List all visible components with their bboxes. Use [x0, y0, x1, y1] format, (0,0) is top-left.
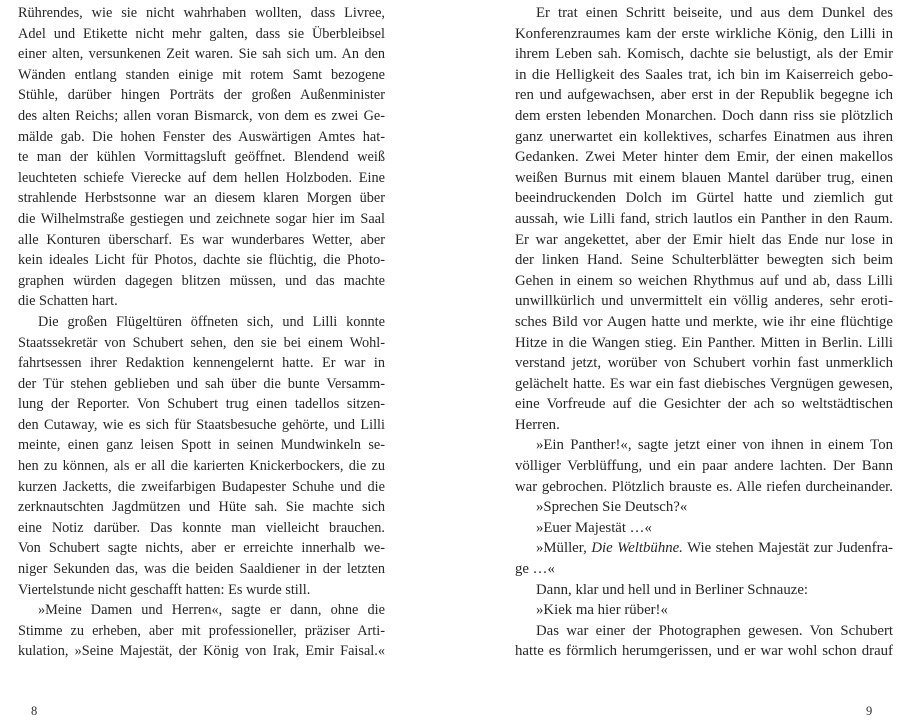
text-line: gelächelt hatte. Es war ein fast diebisches Vergnügen gewesen, — [515, 375, 893, 392]
page-number-right: 9 — [866, 704, 873, 718]
text-line: ren und aufgewachsen, aber erst in der Republik begegne ich — [515, 87, 893, 104]
text-line: hen zu können, als er all die karierten Knickerbockers, die zu — [18, 458, 385, 475]
text-line: der linken Hand. Seine Schulterblätter bewegten sich beim — [515, 252, 893, 269]
text-line: meinte, einen ganz leisen Spott in seinen Mundwinkeln se- — [18, 437, 385, 454]
text-line: hatte es förmlich herumgerissen, und er war wohl schon drauf — [515, 643, 893, 660]
right-page-text-block — [515, 3, 893, 662]
text-line: Stimme zu erheben, aber mit professioneller, präziser Arti- — [18, 622, 385, 639]
text-line: den Cutaway, wie es sich für Staatsbesuche gehörte, und Lilli — [18, 416, 385, 433]
text-line: die Wilhelmstraße gestiegen und zeichnete sogar hier im Saal — [18, 210, 385, 227]
text-line: »Euer Majestät …« — [536, 519, 652, 536]
text-line: dem ersten lebenden Monarchen. Doch dann riss sie plötzlich — [515, 107, 893, 124]
text-line: war gebrochen. Plötzlich brauste es. Alle riefen durcheinander. — [515, 478, 893, 495]
text-line: »Ein Panther!«, sagte jetzt einer von ihnen in einem Ton — [536, 437, 893, 454]
left-page-text-block — [18, 3, 385, 662]
text-line: Die großen Flügeltüren öffneten sich, und Lilli konnte — [38, 313, 385, 330]
text-line: Stühle, darüber hingen Porträts der großen Außenminister — [18, 87, 385, 104]
text-line: eine Vorfreude auf die Gesichter der ach so weltstädtischen — [515, 396, 893, 413]
text-line: ge …« — [515, 561, 555, 578]
text-line: kulation, »Seine Majestät, der König von Irak, Emir Faisal.« — [18, 643, 385, 660]
text-line: sches Bild vor Augen hatte und merkte, wie ihr eine flüchtige — [515, 313, 893, 330]
text-line: ganz unerwartet ein kollektives, scharfes Einatmen aus ihren — [515, 128, 893, 145]
text-line: Gehen in einem so weichen Rhythmus auf und ab, dass Lilli — [515, 272, 893, 289]
text-line: eine Notiz darüber. Das konnte man vielleicht brauchen. — [18, 519, 385, 536]
text-line: mälde gab. Die hohen Fenster des Auswärtigen Amtes hat- — [18, 128, 385, 145]
text-line: Rührendes, wie sie nicht wahrhaben wollten, dass Livree, — [18, 5, 385, 21]
text-line: te man der kühlen Vormittagsluft geöffnet. Blendend weiß — [18, 149, 385, 166]
text-line: niger Sekunden das, was die beiden Saaldiener in der letzten — [18, 561, 385, 578]
text-line: »Kiek ma hier rüber!« — [536, 602, 668, 619]
text-line: Staatssekretär von Schubert sehen, den sie bei einem Wohl- — [18, 334, 385, 351]
text-line: Hitze in die Wangen stieg. Ein Panther. Mitten in Berlin. Lilli — [515, 334, 893, 351]
text-line: verstand jetzt, worüber von Schubert vorhin fast unmerklich — [515, 355, 893, 372]
text-line: zerknautschten Jagdmützen und Hüte sah. Sie machte sich — [18, 499, 385, 516]
text-line: Das war einer der Photographen gewesen. Von Schubert — [536, 622, 893, 639]
text-line: einer alten, versunkenen Zeit waren. Sie sah sich um. An den — [18, 46, 385, 63]
text-line: Herren. — [515, 416, 560, 433]
text-line: Er trat einen Schritt beiseite, und aus dem Dunkel des — [536, 5, 893, 21]
text-line: in die Helligkeit des Saales trat, ich bin im Kaiserreich gebo- — [515, 66, 893, 83]
text-line: der Tür stehen geblieben und sah über die bunte Versamm- — [18, 375, 385, 392]
text-line: Gedanken. Zwei Meter hinter dem Emir, der einen makellos — [515, 149, 893, 166]
text-line: Dann, klar und hell und in Berliner Schnauze: — [536, 581, 809, 598]
text-line: ihrem Leben sah. Komisch, dachte sie belustigt, als der Emir — [515, 46, 893, 63]
text-line: graphen würden dagegen blitzen müssen, und das machte — [18, 272, 385, 289]
text-line: des alten Reichs; allen voran Bismarck, von dem es zwei Ge- — [18, 107, 385, 124]
text-line: aussah, wie Lilli fand, strich lautlos ein Panther in den Raum. — [515, 210, 893, 227]
text-line — [515, 538, 893, 559]
text-line: weißen Burnus mit einem blauen Mantel darüber trug, einen — [515, 169, 893, 186]
text-line: unwillkürlich und unvermittelt ein völlig anderes, sehr eroti- — [515, 293, 893, 310]
text-line: »Meine Damen und Herren«, sagte er dann, ohne die — [38, 602, 385, 619]
text-line: Er war angekettet, aber der Emir hielt das Ende nur lose in — [515, 231, 893, 248]
text-line: alle Konturen überscharf. Es war wunderbares Wetter, aber — [18, 231, 385, 248]
periodical-title-italic: Die Weltbühne. — [591, 540, 683, 557]
text-line: Von Schubert sagte nichts, aber er erreichte innerhalb we- — [18, 540, 385, 557]
text-line: »Sprechen Sie Deutsch?« — [536, 499, 688, 516]
text-line: kein ideales Licht für Photos, dachte sie flüchtig, die Photo- — [18, 252, 385, 269]
text-line: Adel und Etikette nicht mehr galten, dass sie Überbleibsel — [18, 25, 385, 42]
text-line: leuchteten schiefe Vierecke auf dem hellen Holzboden. Eine — [18, 169, 385, 186]
text-line: strahlende Herbstsonne war an diesem klaren Morgen über — [18, 190, 385, 207]
text-segment: Wie stehen Majestät zur Judenfra- — [682, 540, 893, 557]
text-line: Viertelstunde nicht geschafft hatten: Es wurde still. — [18, 581, 311, 598]
text-segment: »Müller, — [536, 540, 592, 557]
text-line: lung der Reporter. Von Schubert trug einen tadellos sitzen- — [18, 396, 385, 413]
text-line: Wänden entlang standen einige mit rotem Samt bezogene — [18, 66, 385, 83]
text-line: fahrtsessen ihrer Redaktion kennengelernt hatte. Er war in — [18, 355, 385, 372]
text-line: Konferenzraumes kam der erste wirkliche König, den Lilli in — [515, 25, 893, 42]
page-number-left: 8 — [31, 704, 38, 718]
text-line: beeindruckenden Dolch im Gürtel hatte und ziemlich gut — [515, 190, 893, 207]
text-line: die Schatten hart. — [18, 293, 118, 310]
text-line: völliger Verblüffung, und ein paar andere lachten. Der Bann — [515, 458, 893, 475]
text-line: kurzen Jacketts, die zweifarbigen Budapester Schuhe und die — [18, 478, 385, 495]
